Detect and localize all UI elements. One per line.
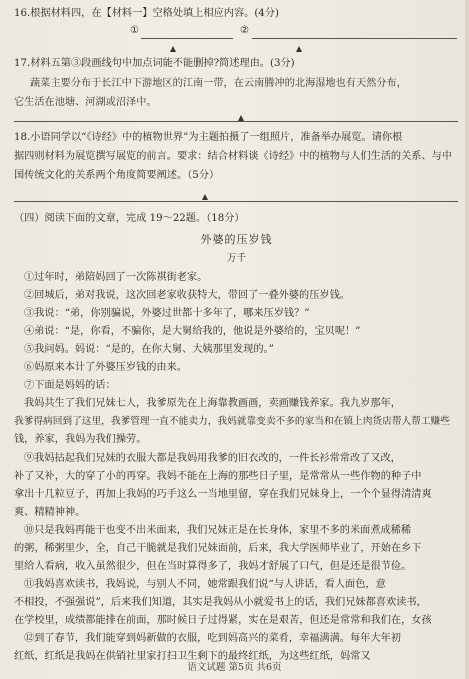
page-footer: 语文试题 第5页 共6页 [187,662,282,673]
paragraph-8-line: 我爹得病回到了这里，我爹管理一直不能卖力，我妈就靠变卖不多的家当和在镇上肉货店帮人帮工赚些 [14,416,450,427]
answer-arrow-icon [238,115,244,121]
page-edge [465,0,469,679]
q16-answer-line-1[interactable] [141,38,233,39]
article-author: 万千 [226,253,246,264]
paragraph-6: ⑥妈原来本计了外婆压岁钱的由来。 [24,362,187,373]
paragraph-5: ⑤我问妈。妈说：“是的，在你大舅、大姨那里发现的。” [24,344,274,355]
paragraph-9-line: 补了又补，大的穿了小的再穿。我妈不能在上海的那些日子里，是常常从一些作物的种子中 [14,471,422,482]
answer-arrow-icon [202,194,208,200]
paragraph-2: ②回城后，弟对我说，这次回老家收获特大，带回了一叠外婆的压岁钱。 [24,290,350,301]
question-18-line-3: 国传统文化的关系两个角度简要阐述。（5分） [14,170,220,181]
paragraph-1: ①过年时，弟陪妈回了一次陈祺街老家。 [24,272,208,283]
answer-arrow-icon [170,46,176,52]
paragraph-11-line: 不相投，不强强说”，后来我们知道，其实是我妈从小就爱书上的话，我们兄妹都喜欢读书， [14,597,427,608]
paragraph-7: ⑦下面是妈妈的话： [24,380,116,391]
q16-blank2-label: ② [240,25,250,36]
answer-arrow-icon [296,46,302,52]
q17-quote-2: 它生活在池塘、河湖或沼泽中。 [14,97,157,108]
q16-answer-line-2[interactable] [252,38,457,39]
article-title: 外婆的压岁钱 [200,233,273,246]
paragraph-12-line: 红纸，红纸是我妈在供销社里家打扫卫生剩下的最终红纸，为这些红纸，妈常又 [14,651,371,662]
paragraph-8-line: 钱，养家，我妈为我们操劳。 [14,434,147,445]
paragraph-4: ④弟说：“是，你看，不骗你，是大舅给我的，他说是外婆给的，宝贝呢！” [24,326,361,337]
q16-blank1-label: ① [130,25,140,36]
paragraph-9-line: ⑨我妈拈起我们兄妹的衣服大都是我妈用我爹的旧衣改的，一件长衫常常改了又改， [24,453,401,464]
q17-quote-1: 蔬菜主要分布于长江中下游地区的江南一带，在云南腾冲的北海湿地也有天然分布， [30,78,407,89]
question-18-line-1: 18.小语同学以“《诗经》中的植物世界”为主题拍摄了一组照片，准备举办展览。请你根 [14,132,403,143]
question-16-text: 16.根据材料四，在【材料一】空格处填上相应内容。(4分) [14,8,279,19]
paragraph-10-line: ⑩只是我妈再能干也变不出米面来，我们兄妹正是在长身体，家里不多的米面煮成稀稀 [24,525,412,536]
paragraph-9-line: 爽、精精神神。 [14,507,86,518]
question-17-text: 17.材料五第③段画线句中加点词能不能删掉?简述理由。(3分) [14,58,295,69]
paragraph-12-line: ⑫到了春节，我们能穿到妈新做的衣服，吃到妈高兴的菜肴，幸福满满。每年大年初 [24,633,401,644]
section-header: （四）阅读下面的文章，完成 19～22题。（18分） [14,213,245,224]
paragraph-8-line: 我妈共生了我们兄妹七人，我爹原先在上海靠教画画，卖画赚钱养家。我九岁那年， [24,398,401,409]
paragraph-11-line: 在学校里，成绩都能排在前面，那时候日子过得紧，实在是艰苦，但还是常常和我们在，女孩 [14,615,432,626]
paragraph-9-line: 拿出十几粒豆子，再加上我妈的巧手这么一当地里留，穿在我们兄妹身上，一个个显得清清爽 [14,489,432,500]
q18-answer-line[interactable] [14,201,458,202]
paragraph-3: ③我说：“弟，你别骗说，外婆过世都十多年了，哪来压岁钱？” [24,308,310,319]
question-17 [14,54,459,73]
q17-answer-line[interactable] [14,121,458,122]
question-18-line-2: 据四则材料为展览撰写展览的前言。要求：结合材料谈《诗经》中的植物与人们生活的关系、与中 [14,151,453,162]
paragraph-10-line: 里给人看病，收入虽然很少，但在当时算得多了，我妈才舒展了口气，但是还是很节俭。 [14,561,412,572]
paragraph-11-line: ⑪我妈喜欢读书，我妈说，与别人不同，她常跟我们说“与人讲话，看人面色，意 [24,579,386,590]
paragraph-10-line: 的粥，稀粥里少，全，自己干脆就是我们兄妹面前，后来，我大学医师毕业了，开始在乡下 [14,543,422,554]
